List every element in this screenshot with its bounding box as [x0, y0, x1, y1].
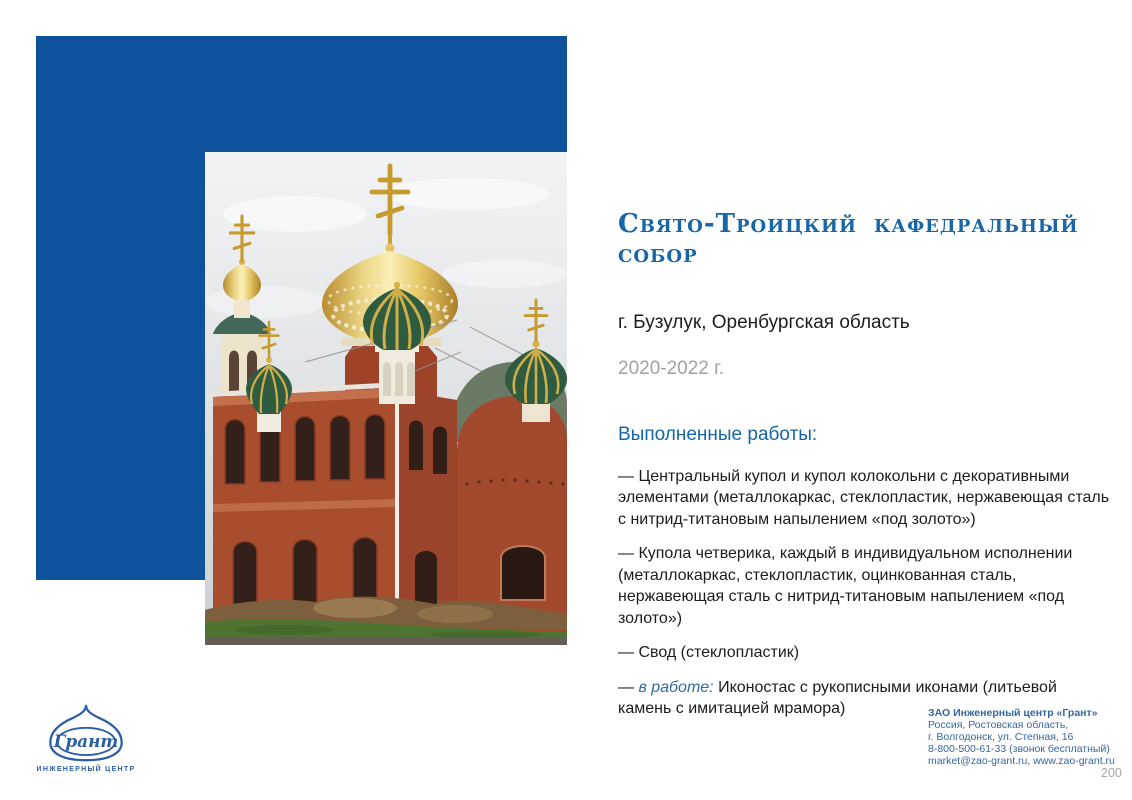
contact-block [928, 707, 1128, 767]
cathedral-photo [205, 152, 567, 645]
contact-line: г. Волгодонск, ул. Степная, 16 [928, 731, 1074, 743]
work-item-text: — Центральный купол и купол колокольни с декоративными элементами (металлокаркас, стеклопластик, нержавеющая сталь с нитрид-титановым напылением «под золото») [618, 467, 1110, 528]
project-info [618, 210, 1110, 720]
works-heading: Выполненные работы: [618, 423, 818, 445]
work-item [618, 466, 1110, 531]
contact-line: 8-800-500-61-33 (звонок бесплатный) [928, 743, 1110, 755]
work-item [618, 543, 1110, 629]
work-item-text: — Свод (стеклопластик) [618, 644, 800, 662]
logo-caption: ИНЖЕНЕРНЫЙ ЦЕНТР [36, 766, 136, 773]
contact-line: Россия, Ростовская область, [928, 719, 1069, 731]
work-item [618, 642, 1110, 664]
work-item-dash: — [618, 678, 639, 696]
project-location: г. Бузулук, Оренбургская область [618, 311, 910, 333]
work-item-text: — Купола четверика, каждый в индивидуальном исполнении (металлокаркас, стеклопластик, оцинкованная сталь, нержавеющая сталь с нитрид-титановым напылением «под золото») [618, 545, 1073, 627]
contact-line: market@zao-grant.ru, www.zao-grant.ru [928, 755, 1115, 767]
project-title: Свято-Троицкий кафедральный собор [618, 209, 1079, 269]
contact-company: ЗАО Инженерный центр «Грант» [928, 707, 1098, 719]
company-logo [34, 702, 138, 773]
grant-dome-icon [38, 702, 134, 764]
page-number: 200 [1101, 766, 1122, 780]
logo-name: Грант [53, 731, 119, 752]
project-years: 2020-2022 г. [618, 357, 725, 379]
work-item-text: Иконостас с рукописными иконами (литьевой камень с имитацией мрамора) [618, 678, 1057, 718]
work-item-highlight: в работе: [638, 678, 714, 696]
